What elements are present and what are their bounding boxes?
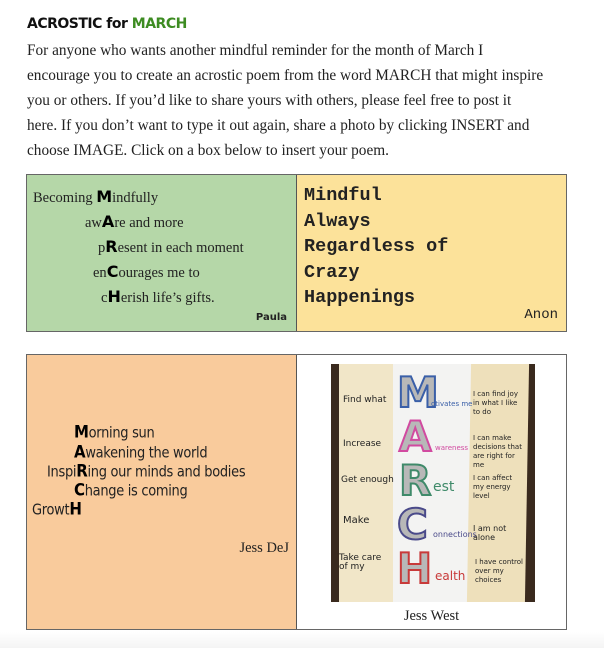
poem-line: InspiRing our minds and bodies xyxy=(47,460,246,482)
poem-line: Crazy xyxy=(304,261,360,283)
intro-line: here. If you don’t want to type it out again, share a photo by clicking INSERT and xyxy=(27,117,530,134)
photo-letter: H xyxy=(397,544,433,593)
poem-line: awAre and more xyxy=(85,212,184,231)
intro-paragraph xyxy=(27,38,587,163)
title-prefix: ACROSTIC for xyxy=(27,16,132,32)
photo-right-text: I can make decisions that are right for me xyxy=(473,434,522,469)
author-signature: Anon xyxy=(524,307,558,323)
poem-line: Morning sun xyxy=(74,421,155,443)
photo-letter: A xyxy=(399,412,432,461)
photo-right-text: I can affect my energy level xyxy=(473,474,513,500)
photo-word: otivates me xyxy=(431,400,473,408)
intro-line: you or others. If you’d like to share yours with others, please feel free to post it xyxy=(27,92,512,109)
poem-line: Always xyxy=(304,210,371,232)
photo-left-text: Get enough xyxy=(341,475,394,485)
photo-letter: C xyxy=(397,500,428,549)
poem-line: pResent in each moment xyxy=(98,237,244,256)
title-word: MARCH xyxy=(131,16,187,32)
poem-box-anon[interactable] xyxy=(297,175,566,331)
photo-word: ealth xyxy=(435,569,466,583)
photo-letter: R xyxy=(399,456,432,505)
photo-left-text: Find what xyxy=(343,395,387,405)
photo-right-text: I can find joy in what I like to do xyxy=(473,390,518,416)
intro-line: encourage you to create an acrostic poem from the word MARCH that might inspire xyxy=(27,67,544,84)
poem-line: cHerish life’s gifts. xyxy=(101,287,215,306)
poem-line: enCourages me to xyxy=(93,262,200,281)
photo-left-text: Take care of my xyxy=(339,553,382,572)
poem-box-paula[interactable] xyxy=(27,175,297,331)
poem-line: GrowtH xyxy=(32,498,82,520)
poem-line: Happenings xyxy=(304,287,416,308)
poem-photo[interactable] xyxy=(331,364,535,602)
page-title xyxy=(27,16,187,32)
author-signature: Jess DeJ xyxy=(239,540,289,556)
poem-line: Change is coming xyxy=(74,479,188,501)
intro-line: choose IMAGE. Click on a box below to insert your poem. xyxy=(27,142,389,159)
poem-line: Mindful xyxy=(304,185,382,206)
photo-word: est xyxy=(433,479,455,495)
photo-left-text: Increase xyxy=(343,439,382,449)
poem-line: Awakening the world xyxy=(74,441,208,463)
poem-table-row-2 xyxy=(26,354,567,630)
poem-table-row-1 xyxy=(26,174,567,332)
author-signature: Paula xyxy=(255,312,287,323)
poem-box-jess-west[interactable] xyxy=(297,355,566,629)
intro-line: For anyone who wants another mindful reminder for the month of March I xyxy=(27,42,484,59)
poem-box-jess-dej[interactable] xyxy=(27,355,297,629)
photo-right-text: I have control over my choices xyxy=(475,558,523,584)
poem-text xyxy=(304,183,448,311)
photo-word: onnections xyxy=(433,530,477,539)
photo-letter: M xyxy=(397,368,439,417)
author-signature: Jess West xyxy=(403,608,460,624)
photo-right-text: I am not alone xyxy=(473,524,507,542)
poem-line: Regardless of xyxy=(304,236,449,257)
photo-left-text: Make xyxy=(343,515,370,526)
photo-word: wareness xyxy=(435,444,469,452)
poem-line: Becoming Mindfully xyxy=(33,187,159,206)
